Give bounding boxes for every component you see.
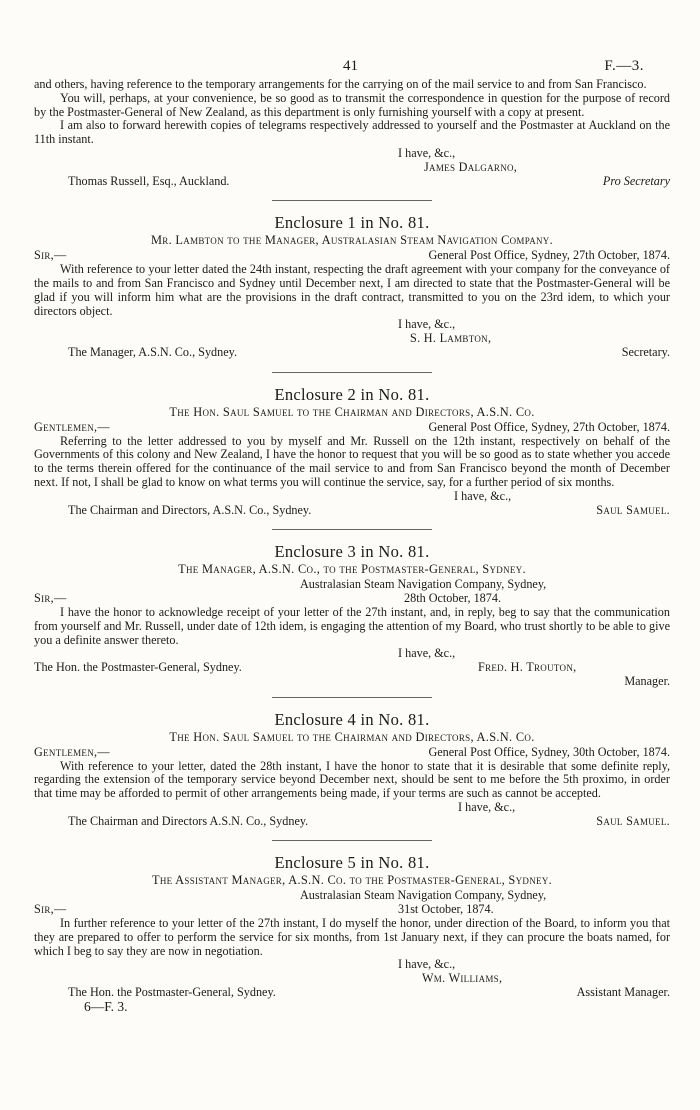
addressee: The Chairman and Directors, A.S.N. Co., Sydney. <box>68 502 312 517</box>
enclosure-1 <box>34 213 670 359</box>
place-date: General Post Office, Sydney, 27th October, 1874. <box>428 419 670 434</box>
addressee: The Hon. the Postmaster-General, Sydney. <box>34 660 242 675</box>
salutation: Sir,— <box>34 591 67 606</box>
enclosure-5 <box>34 853 670 1013</box>
intro-paragraph: I am also to forward herewith copies of telegrams respectively addressed to yourself and the Postmaster at Auckland on the 11th instant. <box>34 118 670 147</box>
signatory-name: Saul Samuel. <box>596 813 670 828</box>
signatory: Fred. H. Trouton, <box>478 660 577 675</box>
addressee: The Manager, A.S.N. Co., Sydney. <box>68 344 237 359</box>
letter-body: In further reference to your letter of the 27th instant, I do myself the honor, under direction of the Board, to inform you that they are prepared to offer to perform the service for six months, from 1st January next, if they can procure the boats named, for which I beg to say they are now in negotiation. <box>34 916 670 958</box>
enclosure-4 <box>34 710 670 829</box>
closing: I have, &c., <box>398 145 456 160</box>
closing: I have, &c., <box>398 646 456 661</box>
signatory: Wm. Williams, <box>422 971 503 986</box>
signatory: James Dalgarno, <box>424 159 518 174</box>
signatory-title: Manager. <box>624 673 670 688</box>
salutation: Sir,— <box>34 902 67 917</box>
enclosure-heading: Enclosure 2 in No. 81. <box>274 384 430 404</box>
enclosure-subheading: The Assistant Manager, A.S.N. Co. to the Postmaster-General, Sydney. <box>151 873 553 888</box>
salutation: Gentlemen,— <box>34 744 110 759</box>
addressee: Thomas Russell, Esq., Auckland. <box>68 173 230 188</box>
page-number: 41 <box>343 58 358 74</box>
enclosure-heading: Enclosure 4 in No. 81. <box>274 709 430 729</box>
place-line: Australasian Steam Navigation Company, Sydney, <box>300 577 547 592</box>
intro-paragraph: You will, perhaps, at your convenience, be so good as to transmit the correspondence in question for the purpose of record by the Postmaster-General of New Zealand, as this department is only furnishing yourself with a copy at present. <box>34 90 670 119</box>
salutation: Sir,— <box>34 248 67 263</box>
place-line: Australasian Steam Navigation Company, Sydney, <box>300 888 547 903</box>
closing: I have, &c., <box>398 957 456 972</box>
signatory-title: Assistant Manager. <box>576 985 670 1000</box>
enclosure-3 <box>34 542 670 688</box>
letter-body: With reference to your letter dated the 24th instant, respecting the draft agreement with your company for the conveyance of the mails to and from San Francisco and Sydney until December next, I am directed to state that the Postmaster-General will be glad if you will inform him what are the provisions in the draft contract, transmitted to you on the 23rd idem, to which your directors object. <box>34 262 670 318</box>
intro-paragraph: and others, having reference to the temporary arrangements for the carrying on of the mail service to and from San Francisco. <box>34 77 647 91</box>
enclosure-subheading: The Hon. Saul Samuel to the Chairman and Directors, A.S.N. Co. <box>169 729 535 744</box>
enclosure-subheading: The Manager, A.S.N. Co., to the Postmaster-General, Sydney. <box>178 562 526 577</box>
enclosure-heading: Enclosure 3 in No. 81. <box>274 542 430 562</box>
closing: I have, &c., <box>458 799 516 814</box>
intro-letter <box>34 78 670 188</box>
place-date: 31st October, 1874. <box>398 902 494 917</box>
closing: I have, &c., <box>398 317 456 332</box>
page-header <box>34 0 670 78</box>
document-reference: F.—3. <box>604 58 644 74</box>
salutation: Gentlemen,— <box>34 419 110 434</box>
addressee: The Chairman and Directors A.S.N. Co., Sydney. <box>68 813 309 828</box>
addressee: The Hon. the Postmaster-General, Sydney. <box>68 985 276 1000</box>
signatory-title: Secretary. <box>621 344 670 359</box>
enclosure-subheading: The Hon. Saul Samuel to the Chairman and Directors, A.S.N. Co. <box>169 404 535 419</box>
letter-body: With reference to your letter, dated the 28th instant, I have the honor to state that it is desirable that some definite reply, regarding the extension of the temporary service beyond December next, should be sent to me before the 5th proximo, in order that time may be afforded to permit of other arrangements being made, if your terms are such as cannot be accepted. <box>34 758 670 801</box>
signatory-title: Pro Secretary <box>602 173 670 188</box>
enclosure-heading: Enclosure 5 in No. 81. <box>274 853 430 873</box>
enclosure-heading: Enclosure 1 in No. 81. <box>274 213 430 233</box>
place-date: General Post Office, Sydney, 27th October, 1874. <box>428 248 670 263</box>
enclosure-2 <box>34 385 670 518</box>
signatory-name: Saul Samuel. <box>596 502 670 517</box>
place-date: General Post Office, Sydney, 30th October, 1874. <box>428 744 670 759</box>
signature-mark: 6—F. 3. <box>84 998 128 1014</box>
letter-body: Referring to the letter addressed to you by myself and Mr. Russell on the 12th instant, respectively on behalf of the Governments of this colony and New Zealand, I have the honor to request that you will be so good as to state whether you accede to the terms therein offered for the continuance of the mail service to and from San Francisco beyond the month of December next. If not, I shall be glad to know on what terms you will continue the service, say, for a further period of six months. <box>34 433 670 489</box>
closing: I have, &c., <box>454 488 512 503</box>
enclosure-subheading: Mr. Lambton to the Manager, Australasian Steam Navigation Company. <box>150 233 554 248</box>
place-date: 28th October, 1874. <box>404 591 501 606</box>
signatory: S. H. Lambton, <box>410 331 492 346</box>
letter-body: I have the honor to acknowledge receipt of your letter of the 27th instant, and, in reply, beg to say that the communication from yourself and Mr. Russell, under date of 12th idem, is engaging the attention of my Board, who trust shortly to be able to give you a definite answer thereto. <box>34 604 670 647</box>
